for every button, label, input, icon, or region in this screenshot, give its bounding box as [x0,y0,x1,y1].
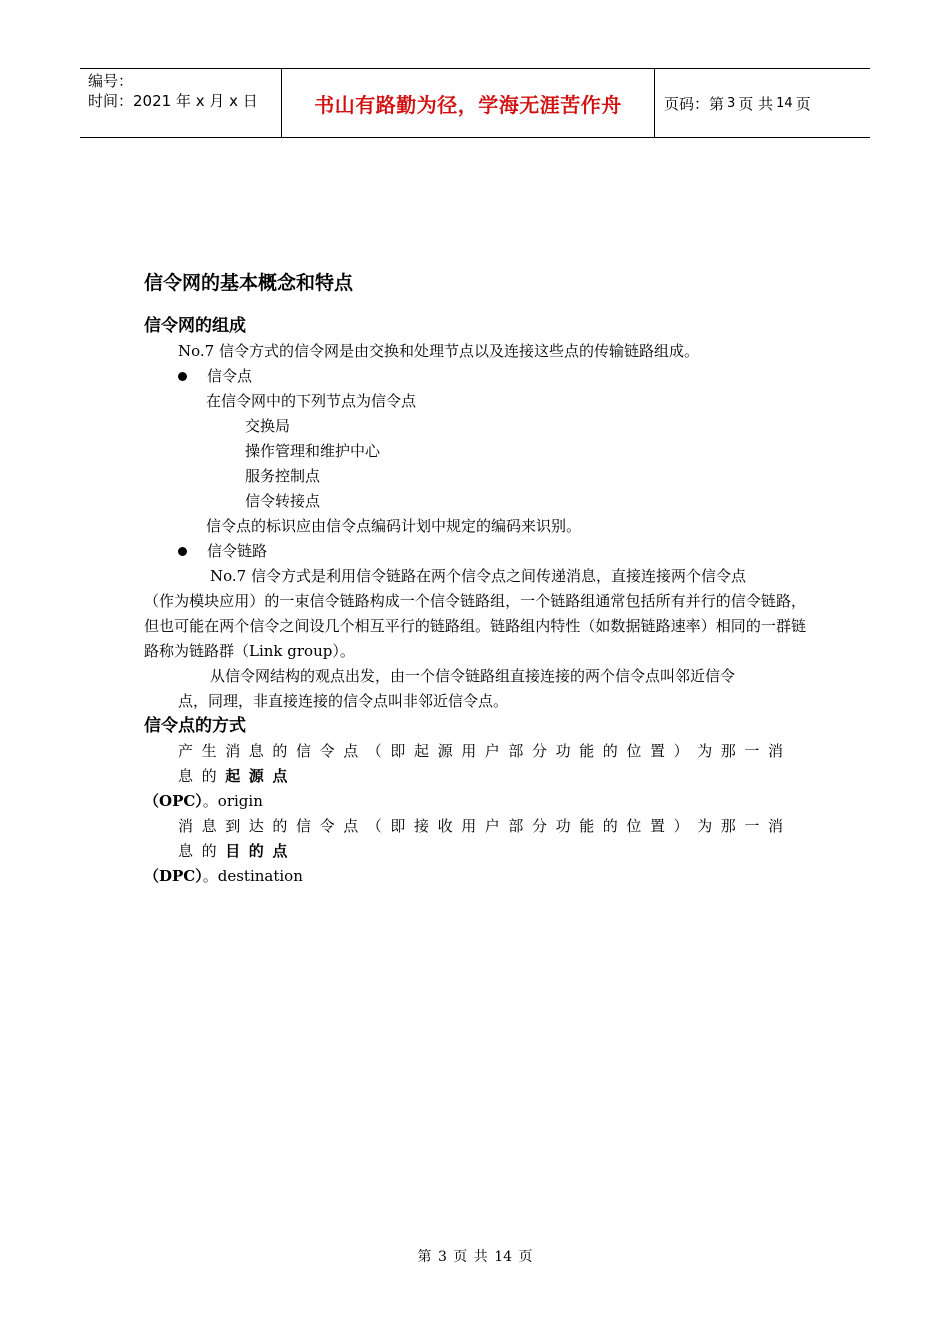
paragraph-line: No.7 信令方式是利用信令链路在两个信令点之间传递消息，直接连接两个信令点 [210,567,746,585]
bullet-dot-icon [178,547,187,556]
document-title: 信令网的基本概念和特点 [144,272,354,294]
opc-abbr: （OPC） [144,792,203,810]
dpc-paragraph [144,814,806,864]
page-footer: 第 3 页 共 14 页 [417,1249,533,1265]
opc-term: 起源点 [225,767,297,785]
list-item: 操作管理和维护中心 [245,442,381,460]
dpc-english: 。destination [202,867,303,885]
paragraph-text: （作为模块应用）的一束信令链路构成一个信令链路组，一个链路组通常包括所有并行的信令链路，但也可能在两个信令之间设几个相互平行的链路组。链路组内特性（如数据链路速率）相同的一群链路称为链路群（Link group）。 [144,592,806,660]
opc-abbr-line [144,789,806,814]
bullet-note: 信令点的标识应由信令点编码计划中规定的编码来识别。 [206,517,582,535]
list-item: 信令转接点 [245,492,321,510]
header-time-label: 时间：2021 年 x 月 x 日 [88,92,258,110]
dpc-abbr-line [144,864,806,889]
paragraph-line: 从信令网结构的观点出发，由一个信令链路组直接连接的两个信令点叫邻近信令 [210,667,736,685]
header-meta [80,69,281,137]
header-page-total: 14 [776,95,793,111]
header-number-label: 编号： [88,72,134,90]
bullet-label: 信令链路 [207,542,268,560]
header-page-info [655,69,870,137]
section-intro: No.7 信令方式的信令网是由交换和处理节点以及连接这些点的传输链路组成。 [178,342,699,360]
opc-paragraph [144,739,806,789]
bullet-dot-icon [178,372,187,381]
list-item: 交换局 [245,417,291,435]
bullet-signaling-point [144,364,806,389]
paragraph-line: 点，同理，非直接连接的信令点叫非邻近信令点。 [178,692,509,710]
page-header [80,68,870,138]
list-item: 服务控制点 [245,467,321,485]
header-page-prefix: 页码：第 [664,94,725,113]
opc-text: 产生消息的信令点（即起源用户部分功能的位置）为那一消息的 [178,742,792,785]
opc-english: 。origin [202,792,263,810]
header-page-suffix: 页 [795,94,811,113]
header-page-current: 3 [727,95,736,111]
bullet-description: 在信令网中的下列节点为信令点 [206,392,417,410]
header-page-mid: 页 共 [738,94,774,113]
dpc-text: 消息到达的信令点（即接收用户部分功能的位置）为那一消息的 [178,817,792,860]
bullet-label: 信令点 [207,367,253,385]
section-heading-composition: 信令网的组成 [144,316,246,336]
dpc-term: 目的点 [225,842,297,860]
document-body [144,268,806,889]
section-heading-point-modes: 信令点的方式 [144,716,246,736]
bullet-signaling-link [144,539,806,564]
header-motto: 书山有路勤为径，学海无涯苦作舟 [281,69,655,137]
dpc-abbr: （DPC） [144,867,203,885]
